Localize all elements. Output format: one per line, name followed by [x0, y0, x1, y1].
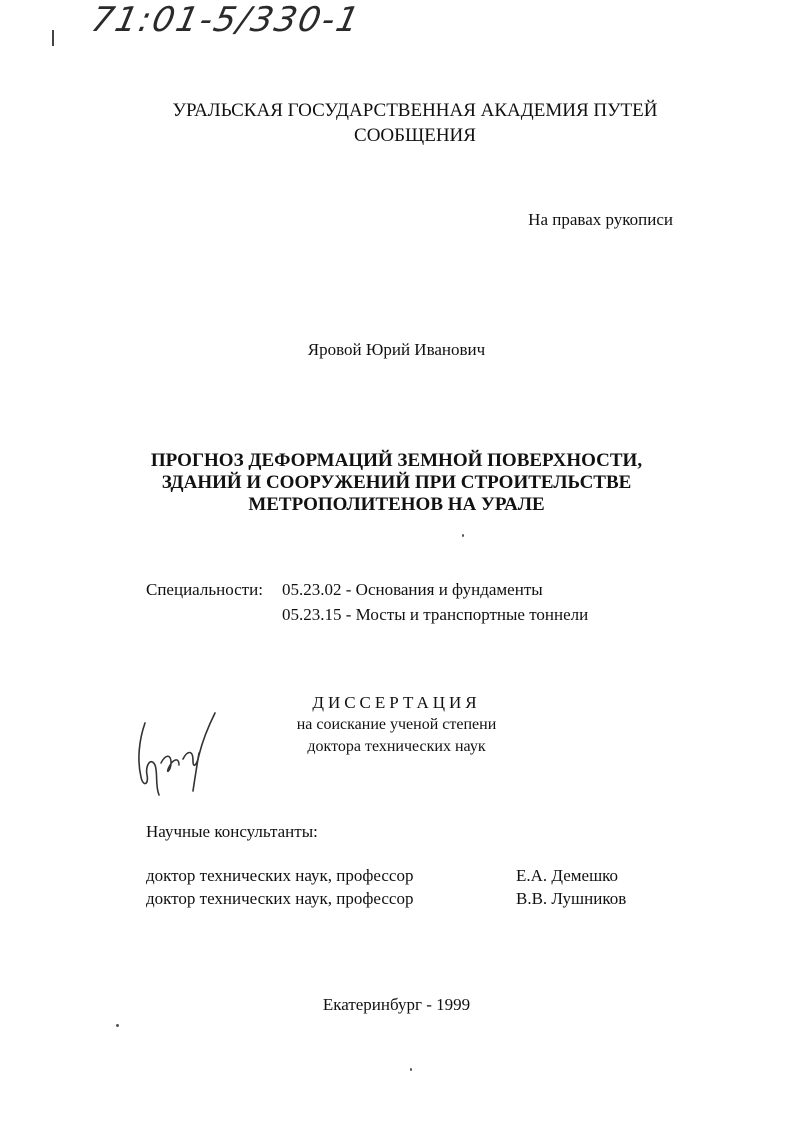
degree-line-2: доктора технических наук: [307, 738, 486, 755]
specialties-label: Специальности:: [146, 580, 263, 599]
author-name: Яровой Юрий Иванович: [307, 340, 486, 359]
consultant-name: Е.А. Демешко: [516, 866, 619, 885]
degree-line-1: на соискание ученой степени: [296, 716, 497, 733]
handwritten-signature: [125, 705, 225, 800]
city-and-year: Екатеринбург - 1999: [322, 995, 471, 1014]
institution-line-2: СООБЩЕНИЯ: [354, 125, 476, 146]
scan-speck: [410, 1068, 412, 1071]
document-type: ДИССЕРТАЦИЯ: [312, 693, 481, 712]
margin-mark: [52, 30, 54, 46]
title-line-2: ЗДАНИЙ И СООРУЖЕНИЙ ПРИ СТРОИТЕЛЬСТВЕ: [161, 472, 632, 493]
consultant-title: доктор технических наук, профессор: [146, 889, 414, 908]
consultant-title: доктор технических наук, профессор: [146, 866, 414, 885]
manuscript-note: На правах рукописи: [528, 210, 673, 229]
consultant-name: В.В. Лушников: [516, 889, 627, 908]
title-line-3: МЕТРОПОЛИТЕНОВ НА УРАЛЕ: [248, 494, 545, 515]
degree-block: [0, 692, 793, 758]
institution-line-1: УРАЛЬСКАЯ ГОСУДАРСТВЕННАЯ АКАДЕМИЯ ПУТЕЙ: [172, 100, 658, 121]
consultants-heading: Научные консультанты:: [146, 822, 318, 841]
institution-name: [0, 98, 793, 148]
title-line-1: ПРОГНОЗ ДЕФОРМАЦИЙ ЗЕМНОЙ ПОВЕРХНОСТИ,: [150, 450, 643, 471]
scan-speck: [116, 1024, 119, 1027]
thesis-title: [0, 450, 793, 516]
specialty-item: 05.23.02 - Основания и фундаменты: [282, 580, 543, 599]
scan-speck: [462, 534, 464, 537]
specialty-item: 05.23.15 - Мосты и транспортные тоннели: [282, 605, 589, 624]
archive-code: 71:01-5/330-1: [87, 0, 365, 40]
